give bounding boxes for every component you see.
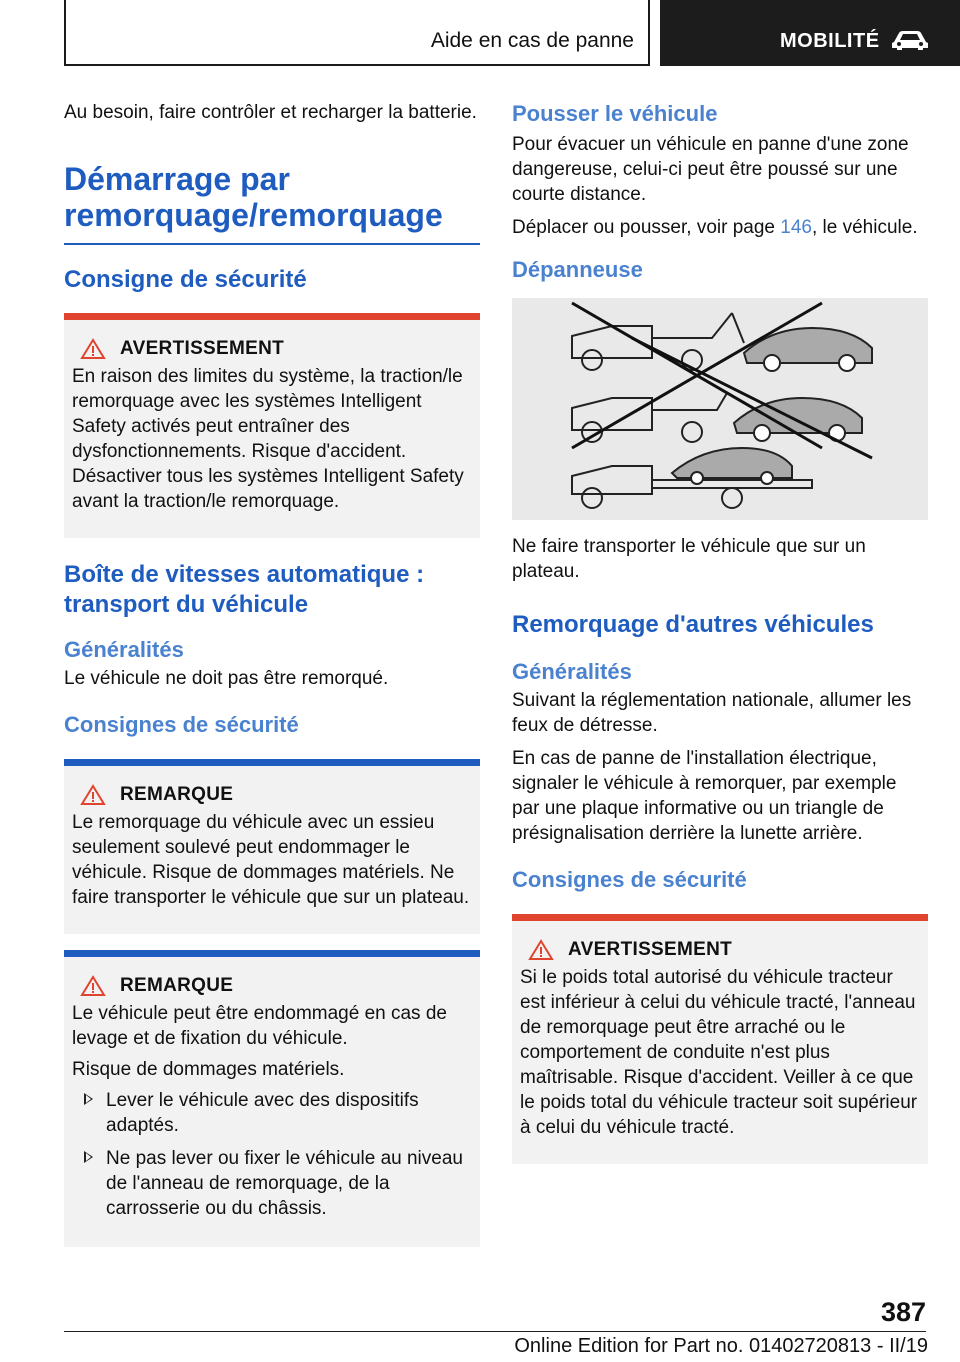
chapter-title: MOBILITÉ [780,30,880,52]
warning-text: Si le poids total autorisé du véhicule tracteur est inférieur à celui du véhicule tracté, l'anneau de remorquage peut être arraché ou le comportement de conduite n'est plus maîtrisable. Risque d'accident. Veiller à ce que le poids total du véhicule tracteur soit supérieur à celui du véhicule tracté. [520,967,918,1138]
tow-text: Ne faire transporter le véhicule que sur un plateau. [512,536,866,582]
push-text: Pour évacuer un véhicule en panne d'une zone dangereuse, celui-ci peut être poussé sur une courte distance. [512,134,909,205]
heading-safety-instructions: Consignes de sécurité [512,867,747,892]
general-text: Suivant la réglementation nationale, allumer les feux de détresse. [512,690,912,736]
note-list [72,1088,472,1221]
heading-safety-notice: Consigne de sécurité [64,266,307,293]
footer-edition: Online Edition for Part no. 01402720813 - II/19 [514,1335,928,1357]
left-column [64,100,480,1263]
bullet-triangle-icon [84,1151,93,1163]
heading-push-vehicle: Pousser le véhicule [512,101,718,126]
right-column [512,100,928,1180]
note-title: REMARQUE [120,784,234,805]
warning-triangle-icon [80,338,106,360]
heading-general: Généralités [512,659,632,684]
warning-triangle-icon [80,975,106,997]
bullet-triangle-icon [84,1093,93,1105]
note-title: REMARQUE [120,975,234,996]
page-number: 387 [880,1297,926,1327]
heading-general: Généralités [64,637,184,662]
warning-title: AVERTISSEMENT [568,939,733,960]
note-text: Le véhicule peut être endommagé en cas de levage et de fixation du véhicule. [72,1003,447,1049]
warning-triangle-icon [528,939,554,961]
heading-safety-instructions: Consignes de sécurité [64,712,299,737]
section-title: Aide en cas de panne [430,29,634,52]
general-text: En cas de panne de l'installation électrique, signaler le véhicule à remorquer, par exemple par une plaque informative ou un triangle de présignalisation derrière la lunette arrière. [512,748,897,844]
intro-text: Au besoin, faire contrôler et recharger la batterie. [64,102,477,123]
push-reference: Déplacer ou pousser, voir page 146, le véhicule. [512,217,918,238]
note-box-lifting [64,950,480,1247]
tow-truck-drawing [512,298,928,520]
note-box-axle [64,759,480,934]
list-item: Ne pas lever ou fixer le véhicule au niveau de l'anneau de remorquage, de la carrosserie ou du châssis. [84,1146,472,1221]
note-text: Le remorquage du véhicule avec un essieu seulement soulevé peut endommager le véhicule. Risque de dommages matériels. Ne faire transporter le véhicule que sur un plateau. [72,812,470,908]
footer-divider [64,1331,926,1332]
heading-tow-start: Démarrage par remorquage/remorquage [64,147,480,245]
header-chapter-tab [660,0,960,66]
tow-truck-illustration [512,298,928,520]
header-section-box [64,0,650,66]
page-link[interactable]: 146 [780,217,812,238]
warning-title: AVERTISSEMENT [120,338,285,359]
heading-tow-other-vehicles: Remorquage d'autres véhicules [512,611,874,638]
car-icon [890,28,930,52]
note-text: Risque de dommages matériels. [72,1059,345,1080]
general-text: Le véhicule ne doit pas être remorqué. [64,668,389,689]
list-item: Lever le véhicule avec des dispositifs adaptés. [84,1088,472,1138]
warning-box-intelligent-safety [64,313,480,538]
heading-automatic-gearbox: Boîte de vitesses automatique : transport du véhicule [64,561,425,618]
warning-triangle-icon [80,784,106,806]
warning-box-weight [512,914,928,1164]
heading-tow-truck: Dépanneuse [512,257,643,282]
warning-text: En raison des limites du système, la traction/le remorquage avec les systèmes Intelligent Safety activés peut entraîner des dysfonctionnements. Risque d'accident. Désactiver tous les systèmes Intelligent Safety avant la traction/le remorquage. [72,366,464,512]
